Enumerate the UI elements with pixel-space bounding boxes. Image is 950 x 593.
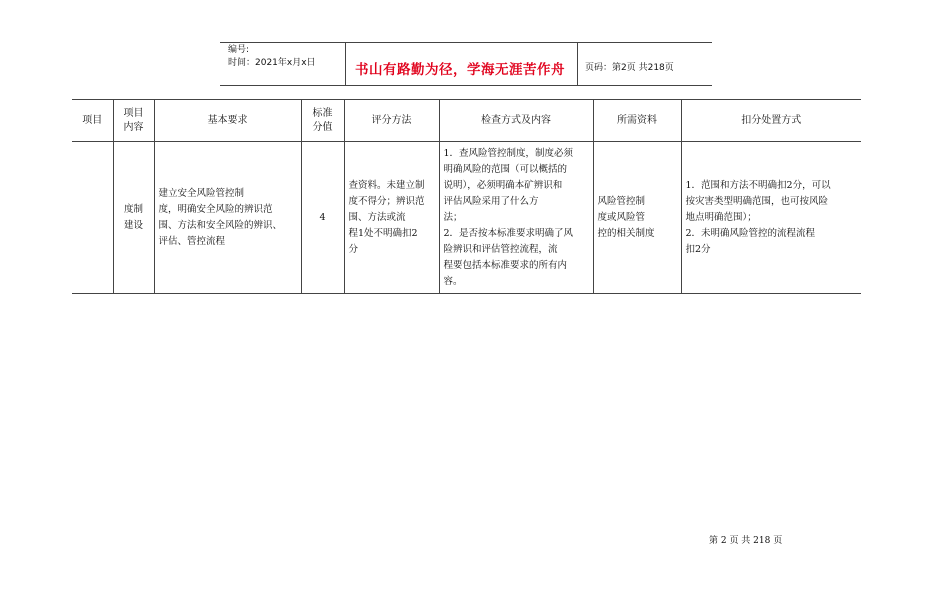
column-header: 项目 内容 <box>113 100 154 142</box>
header-divider-right <box>577 42 578 86</box>
cell-materials: 风险管控制 度或风险管 控的相关制度 <box>593 142 681 294</box>
cell-requirement: 建立安全风险管控制 度，明确安全风险的辨识范 围、方法和安全风险的辨识、 评估、管控流程 <box>154 142 301 294</box>
column-header: 评分方法 <box>344 100 439 142</box>
time-label: 时间：2021年x月x日 <box>228 58 316 68</box>
column-header: 所需资料 <box>593 100 681 142</box>
cell-score: 4 <box>301 142 344 294</box>
header-motto: 书山有路勤为径，学海无涯苦作舟 <box>355 62 565 78</box>
header-top-rule <box>220 42 712 43</box>
cell-item <box>72 142 113 294</box>
table-row <box>72 142 861 294</box>
column-header: 基本要求 <box>154 100 301 142</box>
cell-method: 查资料。未建立制 度不得分；辨识范 围、方法或流 程1处不明确扣2 分 <box>344 142 439 294</box>
column-header: 项目 <box>72 100 113 142</box>
header-meta <box>228 44 316 70</box>
column-header: 检查方式及内容 <box>439 100 593 142</box>
cell-content: 度制 建设 <box>113 142 154 294</box>
serial-label: 编号: <box>228 45 250 55</box>
column-header: 标准 分值 <box>301 100 344 142</box>
cell-inspection: 1．查风险管控制度，制度必须 明确风险的范围（可以概括的 说明），必须明确本矿辨识和 评估风险采用了什么方 法； 2．是否按本标准要求明确了风 险辨识和评估管控流程，流 程要包括本标准要求的所有内 容。 <box>439 142 593 294</box>
header-page-number: 页码：第2页 共218页 <box>585 63 674 73</box>
footer-page-number: 第 2 页 共 218 页 <box>709 536 783 546</box>
table-header-row <box>72 100 861 142</box>
cell-deduction: 1．范围和方法不明确扣2分，可以 按灾害类型明确范围，也可按风险 地点明确范围）； 2．未明确风险管控的流程流程 扣2分 <box>681 142 861 294</box>
assessment-table <box>72 99 861 294</box>
column-header: 扣分处置方式 <box>681 100 861 142</box>
header-bottom-rule <box>220 85 712 86</box>
header-divider-left <box>345 42 346 86</box>
